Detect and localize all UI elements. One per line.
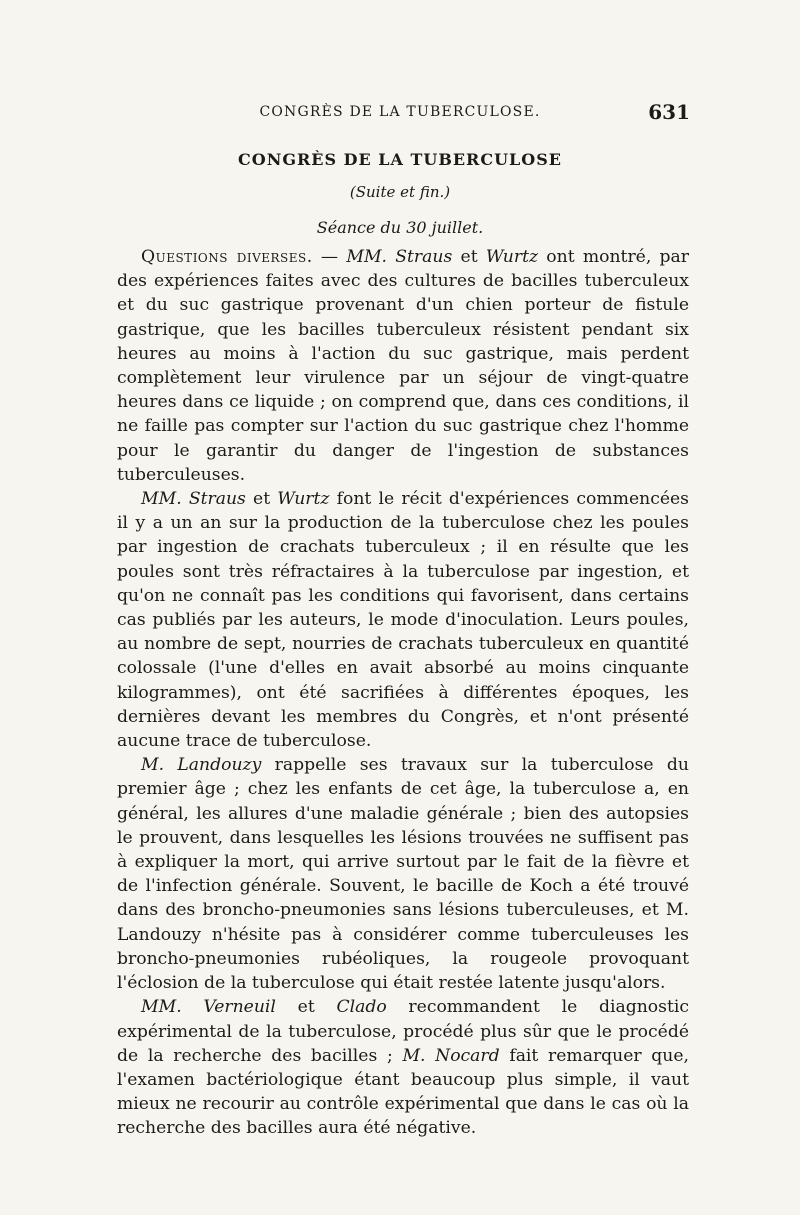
body-text (117, 245, 689, 1141)
conjunction: et (452, 247, 486, 267)
session-date: Séance du 30 juillet. (316, 218, 484, 237)
author-name: Clado (336, 997, 387, 1018)
running-head (110, 100, 690, 130)
article-title: CONGRÈS DE LA TUBERCULOSE (238, 150, 562, 169)
author-name: Wurtz (277, 489, 330, 510)
author-name: Straus (395, 247, 453, 267)
paragraph-4 (117, 995, 689, 1140)
author-name: Wurtz (485, 247, 539, 267)
paragraph-2 (117, 487, 689, 753)
paragraph-text: recommandent le diagnostic expérimental de la tuberculose, procédé plus sûr que le procédé de la recherche des bacilles ; (117, 997, 689, 1066)
paragraph-1 (117, 245, 689, 487)
author-name: MM. Straus (141, 489, 246, 510)
paragraph-text: fait remarquer que, l'examen bactériologique étant beaucoup plus simple, il vaut mieux ne recourir au contrôle expérimental que dans le cas où la recherche des bacilles aura été négative. (117, 1045, 689, 1139)
running-title: CONGRÈS DE LA TUBERCULOSE. (259, 104, 541, 120)
article-subtitle: (Suite et fin.) (349, 183, 451, 201)
conjunction: et (245, 489, 278, 510)
authors-prefix: MM. (346, 247, 388, 267)
section-heading: Questions diverses. (141, 247, 313, 267)
paragraph-text: rappelle ses travaux sur la tuberculose du premier âge ; chez les enfants de cet âge, la tuberculose a, en général, les allures d'une maladie générale ; bien des autopsies le prouvent, dans lesquelles les lésions trouvées ne suffisent pas à expliquer la mort, qui arrive surtout par le fait de la fièvre et de l'infection générale. Souvent, le bacille de Koch a été trouvé dans des broncho-pneumonies sans lésions tuberculeuses, et M. Landouzy n'hésite pas à considérer comme tuberculeuses les broncho-pneumonies rubéoliques, la rougeole provoquant l'éclosion de la tuberculose qui était restée latente jusqu'alors. (117, 755, 689, 994)
author-name: M. Nocard (402, 1045, 500, 1066)
paragraph-text: ont montré, par des expériences faites avec des cultures de bacilles tuberculeux et du suc gastrique provenant d'un chien porteur de fistule gastrique, que les bacilles tuberculeux résistent pendant six heures au moins à l'action du suc gastrique, mais perdent complètement leur virulence par un séjour de vingt-quatre heures dans ce liquide ; on comprend que, dans ces conditions, il ne faille pas compter sur l'action du suc gastrique chez l'homme pour le garantir du danger de l'ingestion de substances tuberculeuses. (117, 247, 689, 485)
dash: — (312, 247, 347, 267)
conjunction: et (275, 997, 337, 1018)
author-name: M. Landouzy (141, 755, 262, 776)
paragraph-3 (117, 753, 689, 995)
author-name: MM. Verneuil (141, 997, 276, 1018)
page-number: 631 (648, 100, 690, 124)
paragraph-text: font le récit d'expériences commencées il y a un an sur la production de la tuberculose chez les poules par ingestion de crachats tuberculeux ; il en résulte que les poules sont très réfractaires à la tuberculose par ingestion, et qu'on ne connaît pas les conditions qui favorisent, dans certains cas publiés par les auteurs, le mode d'inoculation. Leurs poules, au nombre de sept, nourries de crachats tuberculeux en quantité colossale (l'une d'elles en avait absorbé au moins cinquante kilogrammes), ont été sacrifiées à différentes époques, les dernières devant les membres du Congrès, et n'ont présenté aucune trace de tuberculose. (117, 489, 689, 752)
